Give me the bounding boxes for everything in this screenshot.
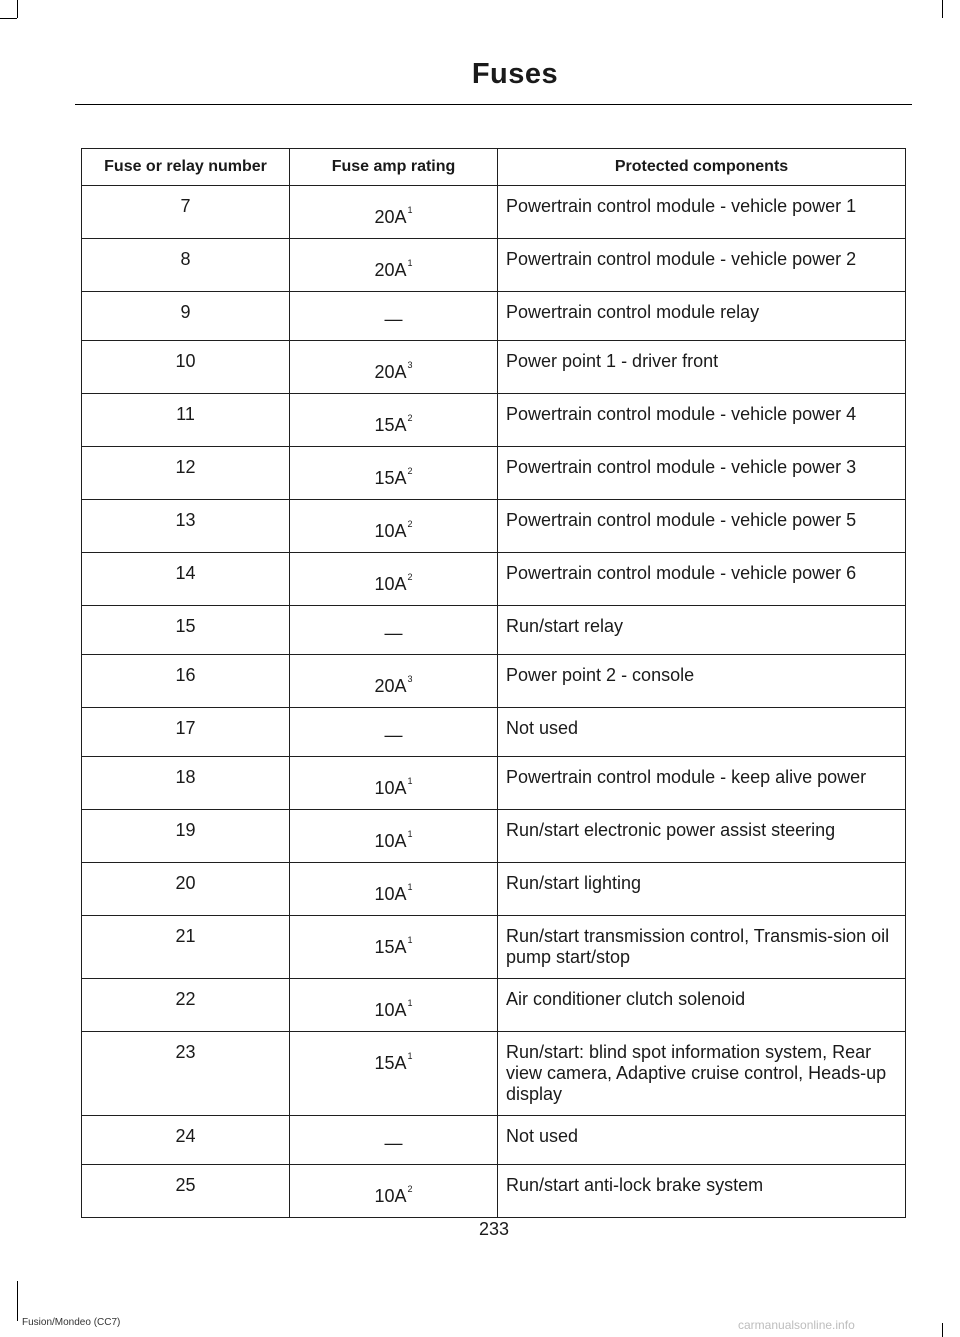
manual-model-label: Fusion/Mondeo (CC7) [22,1317,121,1328]
table-row [82,500,906,553]
protected-component-cell: Powertrain control module - vehicle power 3 [498,447,906,500]
amp-rating-cell [290,757,498,810]
table-row [82,606,906,655]
amp-rating-value: 10A [374,574,407,594]
amp-rating-value: 15A [374,937,407,957]
amp-rating-value: 20A [374,207,407,227]
amp-rating-value: 20A [374,362,407,382]
footnote-marker: 1 [407,935,413,945]
page-number: 233 [478,1219,510,1239]
amp-rating-cell [290,810,498,863]
fuse-number-cell: 16 [82,655,290,708]
amp-rating-value: 10A [374,1000,407,1020]
amp-rating-cell [290,708,498,757]
protected-component-cell: Air conditioner clutch solenoid [498,979,906,1032]
fuse-number-cell: 11 [82,394,290,447]
fuse-number-cell: 13 [82,500,290,553]
fuse-number-cell: 9 [82,292,290,341]
table-row [82,655,906,708]
fuse-number-cell: 23 [82,1032,290,1116]
footnote-marker: 2 [407,572,413,582]
amp-rating-value: 20A [374,260,407,280]
amp-rating-value: 10A [374,831,407,851]
amp-rating-value: — [384,309,403,329]
fuse-number-cell: 12 [82,447,290,500]
amp-rating-cell [290,655,498,708]
protected-component-cell: Run/start electronic power assist steering [498,810,906,863]
footnote-marker: 2 [407,1184,413,1194]
amp-rating-cell [290,1116,498,1165]
fuse-number-cell: 17 [82,708,290,757]
protected-component-cell: Powertrain control module - vehicle power 4 [498,394,906,447]
amp-rating-value: 10A [374,521,407,541]
crop-mark-top-left-h [0,18,17,19]
amp-rating-value: 15A [374,468,407,488]
protected-component-cell: Run/start: blind spot information system, Rear view camera, Adaptive cruise control, Heads-up display [498,1032,906,1116]
footnote-marker: 1 [407,205,413,215]
footnote-marker: 1 [407,882,413,892]
table-row [82,292,906,341]
fuse-number-cell: 15 [82,606,290,655]
footnote-marker: 2 [407,466,413,476]
crop-mark-top-left [17,0,18,18]
protected-component-cell: Powertrain control module - vehicle power 6 [498,553,906,606]
crop-mark-bottom-right [942,1323,943,1337]
fuse-number-cell: 24 [82,1116,290,1165]
protected-component-cell: Power point 1 - driver front [498,341,906,394]
table-row [82,1165,906,1218]
table-row [82,979,906,1032]
amp-rating-cell [290,394,498,447]
fuse-number-cell: 7 [82,186,290,239]
footnote-marker: 2 [407,413,413,423]
protected-component-cell: Power point 2 - console [498,655,906,708]
table-row [82,341,906,394]
table-row [82,916,906,979]
amp-rating-cell [290,447,498,500]
amp-rating-value: 20A [374,676,407,696]
crop-mark-bottom-left [17,1281,18,1321]
protected-component-cell: Not used [498,1116,906,1165]
amp-rating-value: — [384,725,403,745]
footnote-marker: 1 [407,258,413,268]
footnote-marker: 1 [407,998,413,1008]
column-header-amp-rating: Fuse amp rating [290,149,498,186]
table-row [82,394,906,447]
table-row [82,447,906,500]
protected-component-cell: Not used [498,708,906,757]
protected-component-cell: Run/start lighting [498,863,906,916]
amp-rating-value: 15A [374,1053,407,1073]
amp-rating-value: 10A [374,1186,407,1206]
table-row [82,757,906,810]
amp-rating-cell [290,341,498,394]
protected-component-cell: Run/start transmission control, Transmis-sion oil pump start/stop [498,916,906,979]
fuse-number-cell: 22 [82,979,290,1032]
protected-component-cell: Run/start relay [498,606,906,655]
table-row [82,708,906,757]
table-row [82,810,906,863]
fuse-number-cell: 21 [82,916,290,979]
amp-rating-cell [290,979,498,1032]
amp-rating-cell [290,863,498,916]
footnote-marker: 1 [407,829,413,839]
protected-component-cell: Powertrain control module - vehicle power 1 [498,186,906,239]
amp-rating-value: 15A [374,415,407,435]
footnote-marker: 1 [407,1051,413,1061]
protected-component-cell: Powertrain control module relay [498,292,906,341]
amp-rating-cell [290,606,498,655]
amp-rating-cell [290,500,498,553]
table-row [82,186,906,239]
footnote-marker: 3 [407,674,413,684]
fuse-number-cell: 20 [82,863,290,916]
table-body [82,186,906,1218]
amp-rating-cell [290,239,498,292]
amp-rating-cell [290,1032,498,1116]
footnote-marker: 3 [407,360,413,370]
column-header-fuse-number: Fuse or relay number [82,149,290,186]
amp-rating-cell [290,553,498,606]
table-row [82,1116,906,1165]
protected-component-cell: Powertrain control module - vehicle power 5 [498,500,906,553]
fuse-number-cell: 14 [82,553,290,606]
fuse-number-cell: 8 [82,239,290,292]
footnote-marker: 1 [407,776,413,786]
amp-rating-cell [290,292,498,341]
table-row [82,239,906,292]
table-row [82,863,906,916]
fuse-number-cell: 25 [82,1165,290,1218]
amp-rating-value: — [384,623,403,643]
table-row [82,553,906,606]
amp-rating-value: 10A [374,884,407,904]
fuse-number-cell: 19 [82,810,290,863]
amp-rating-cell [290,916,498,979]
table-header-row [82,149,906,186]
watermark: carmanualsonline.info [738,1318,855,1332]
amp-rating-cell [290,1165,498,1218]
amp-rating-value: 10A [374,778,407,798]
fuse-number-cell: 10 [82,341,290,394]
footnote-marker: 2 [407,519,413,529]
protected-component-cell: Powertrain control module - keep alive power [498,757,906,810]
table-row [82,1032,906,1116]
crop-mark-top-right [942,0,943,18]
amp-rating-cell [290,186,498,239]
amp-rating-value: — [384,1133,403,1153]
page-title: Fuses [471,58,559,90]
protected-component-cell: Powertrain control module - vehicle power 2 [498,239,906,292]
column-header-protected-components: Protected components [498,149,906,186]
protected-component-cell: Run/start anti-lock brake system [498,1165,906,1218]
fuse-table [81,148,906,1218]
fuse-number-cell: 18 [82,757,290,810]
title-divider [75,104,912,105]
